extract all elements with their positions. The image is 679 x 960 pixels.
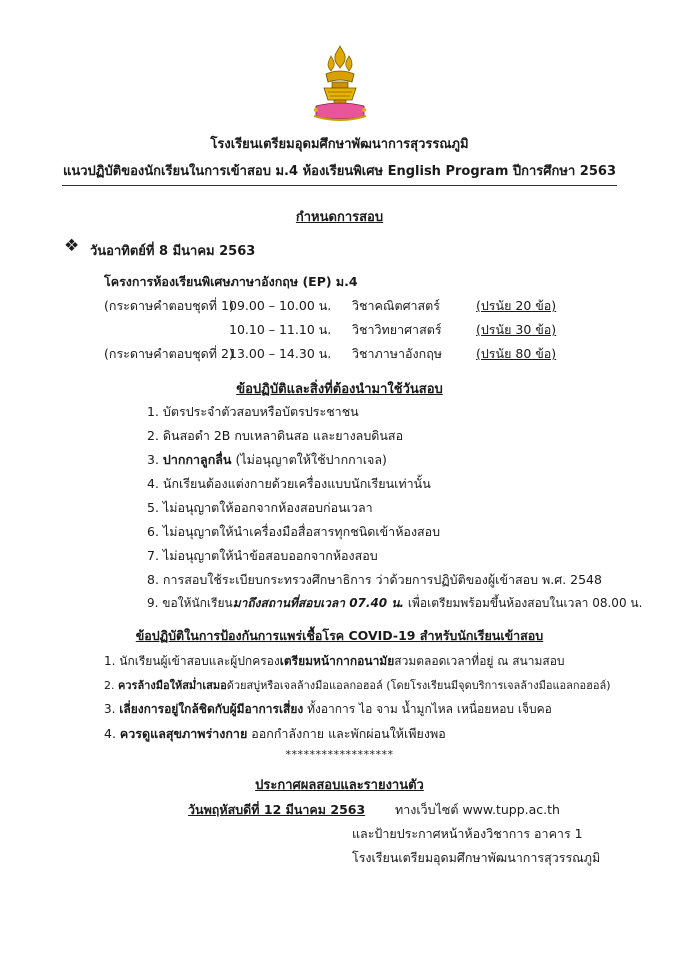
item-emphasis: มาถึงสถานที่สอบเวลา 07.40 น. xyxy=(232,596,405,610)
item-text: ทั้งอาการ ไอ จาม น้ำมูกไหล เหนื่อยหอบ เจ็บคอ xyxy=(303,702,552,716)
item-text: นักเรียนผู้เข้าสอบและผู้ปกครอง xyxy=(119,654,280,668)
item-text: ออกกำลังกาย และพักผ่อนให้เพียงพอ xyxy=(247,726,446,741)
list-item xyxy=(147,522,440,542)
exam-time: 13.00 – 14.30 น. xyxy=(229,346,332,361)
divider-stars: ****************** xyxy=(285,748,394,761)
item-number: 1. xyxy=(147,404,159,419)
announcement-heading: ประกาศผลสอบและรายงานตัว xyxy=(255,778,424,793)
item-number: 6. xyxy=(147,524,159,539)
item-bold-text: ควรดูแลสุขภาพร่างกาย xyxy=(119,726,248,741)
item-number: 9. xyxy=(147,596,159,610)
list-item xyxy=(147,450,387,470)
item-tail: เพื่อเตรียมพร้อมขึ้นห้องสอบในเวลา 08.00 น. xyxy=(404,596,643,610)
list-item xyxy=(147,474,431,494)
item-number: 4. xyxy=(104,726,116,741)
item-text: ขอให้นักเรียน xyxy=(162,596,233,610)
schedule-heading: กำหนดการสอบ xyxy=(295,210,384,225)
list-item xyxy=(147,546,378,566)
list-item xyxy=(147,498,373,518)
list-item xyxy=(147,594,642,613)
item-number: 4. xyxy=(147,476,159,491)
item-number: 5. xyxy=(147,500,159,515)
list-item xyxy=(104,700,552,719)
item-text: สวมตลอดเวลาที่อยู่ ณ สนามสอบ xyxy=(394,654,565,668)
school-emblem-icon xyxy=(312,44,368,126)
exam-subject: วิชาวิทยาศาสตร์ xyxy=(352,322,442,337)
item-bold-text: เลี่ยงการอยู่ใกล้ชิดกับผู้มีอาการเสี่ยง xyxy=(119,702,304,716)
item-text: บัตรประจำตัวสอบหรือบัตรประชาชน xyxy=(162,404,359,419)
item-number: 2. xyxy=(147,428,159,443)
announcement-website: ทางเว็บไซต์ www.tupp.ac.th xyxy=(395,802,560,817)
document-title: แนวปฏิบัติของนักเรียนในการเข้าสอบ ม.4 ห้องเรียนพิเศษ English Program ปีการศึกษา 2563 xyxy=(62,164,616,179)
item-text: (ไม่อนุญาตให้ใช้ปากกาเจล) xyxy=(231,452,387,467)
item-text: ด้วยสบู่หรือเจลล้างมือแอลกอฮอล์ (โดยโรงเรียนมีจุดบริการเจลล้างมือแอลกอฮอล์) xyxy=(226,679,611,692)
item-number: 2. xyxy=(104,679,115,692)
exam-item-count: (ปรนัย 80 ข้อ) xyxy=(476,346,557,361)
exam-time: 10.10 – 11.10 น. xyxy=(229,322,332,337)
list-item xyxy=(104,652,565,671)
header-divider xyxy=(62,185,617,186)
exam-time: 09.00 – 10.00 น. xyxy=(229,298,332,313)
item-text: นักเรียนต้องแต่งกายด้วยเครื่องแบบนักเรียนเท่านั้น xyxy=(162,476,431,491)
answer-sheet: (กระดาษคำตอบชุดที่ 1) xyxy=(104,298,234,313)
list-item xyxy=(147,570,602,590)
list-item xyxy=(147,426,403,446)
rules-heading: ข้อปฏิบัติและสิ่งที่ต้องนำมาใช้วันสอบ xyxy=(236,382,443,397)
list-item xyxy=(104,724,446,744)
program-name: โครงการห้องเรียนพิเศษภาษาอังกฤษ (EP) ม.4 xyxy=(104,274,358,289)
exam-subject: วิชาคณิตศาสตร์ xyxy=(352,298,441,313)
item-number: 8. xyxy=(147,572,159,587)
item-text: ไม่อนุญาตให้ออกจากห้องสอบก่อนเวลา xyxy=(162,500,373,515)
answer-sheet: (กระดาษคำตอบชุดที่ 2) xyxy=(104,346,234,361)
item-number: 3. xyxy=(147,452,159,467)
list-item xyxy=(147,402,359,422)
exam-date: วันอาทิตย์ที่ 8 มีนาคม 2563 xyxy=(90,244,256,259)
school-name: โรงเรียนเตรียมอุดมศึกษาพัฒนาการสุวรรณภูมิ xyxy=(210,137,469,152)
item-bold-text: ควรล้างมือให้สม่ำเสมอ xyxy=(118,679,227,692)
list-item xyxy=(104,676,611,694)
exam-item-count: (ปรนัย 20 ข้อ) xyxy=(476,298,557,313)
item-text: ดินสอดำ 2B กบเหลาดินสอ และยางลบดินสอ xyxy=(162,428,404,443)
item-number: 3. xyxy=(104,702,116,716)
item-bold-text: เตรียมหน้ากากอนามัย xyxy=(279,654,395,668)
item-text: ไม่อนุญาตให้นำข้อสอบออกจากห้องสอบ xyxy=(162,548,378,563)
four-diamond-icon: ❖ xyxy=(64,236,80,256)
announcement-school: โรงเรียนเตรียมอุดมศึกษาพัฒนาการสุวรรณภูมิ xyxy=(352,850,601,865)
item-text: ไม่อนุญาตให้นำเครื่องมือสื่อสารทุกชนิดเข้าห้องสอบ xyxy=(162,524,441,539)
covid-heading: ข้อปฏิบัติในการป้องกันการแพร่เชื้อโรค COVID-19 สำหรับนักเรียนเข้าสอบ xyxy=(135,628,544,643)
exam-item-count: (ปรนัย 30 ข้อ) xyxy=(476,322,557,337)
exam-subject: วิชาภาษาอังกฤษ xyxy=(352,346,443,361)
item-number: 7. xyxy=(147,548,159,563)
announcement-date: วันพฤหัสบดีที่ 12 มีนาคม 2563 xyxy=(188,802,366,817)
item-bold-text: ปากกาลูกลื่น xyxy=(162,452,232,467)
announcement-board: และป้ายประกาศหน้าห้องวิชาการ อาคาร 1 xyxy=(352,826,583,841)
item-text: การสอบใช้ระเบียบกระทรวงศึกษาธิการ ว่าด้วยการปฏิบัติของผู้เข้าสอบ พ.ศ. 2548 xyxy=(162,572,602,587)
item-number: 1. xyxy=(104,654,116,668)
